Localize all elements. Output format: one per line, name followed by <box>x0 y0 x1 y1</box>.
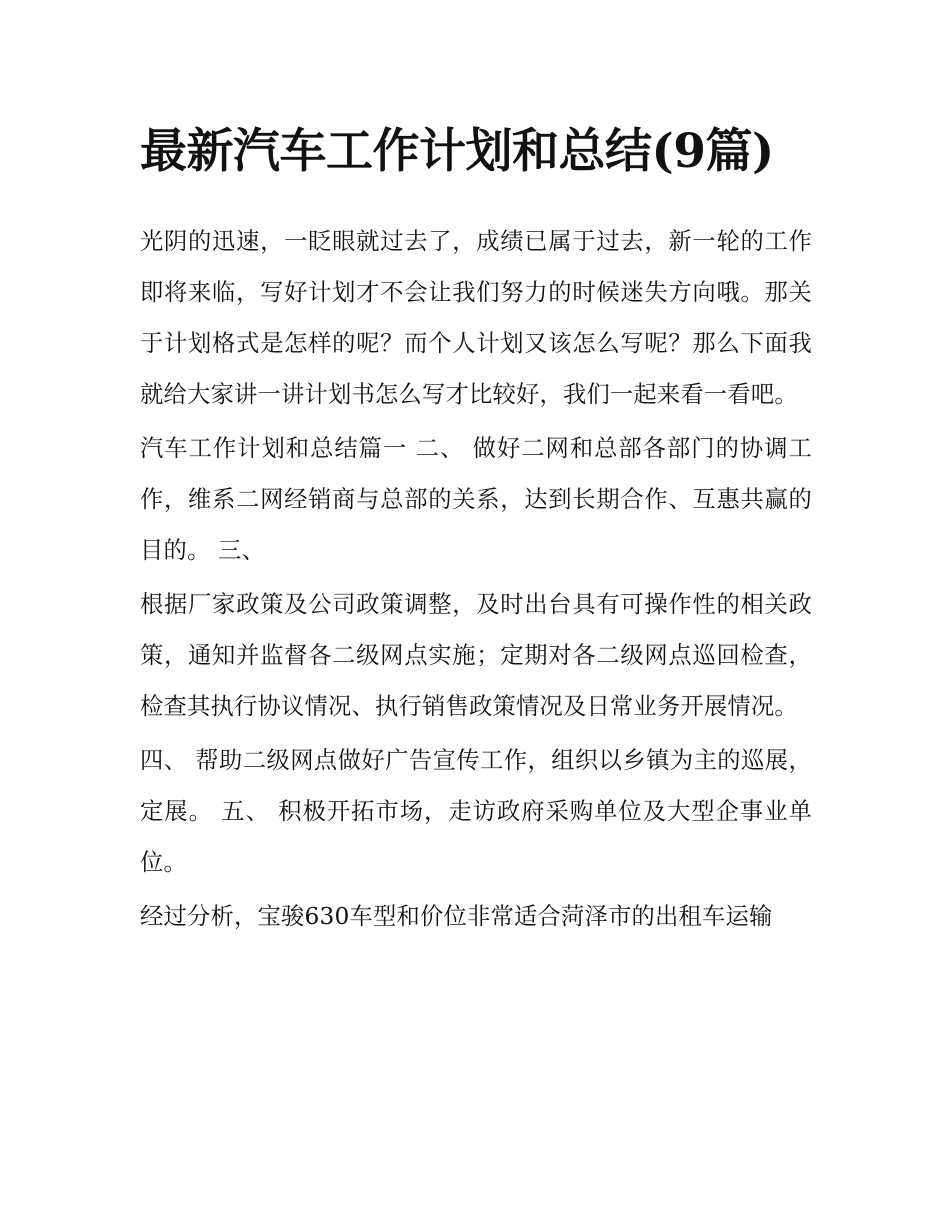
paragraph-section-one: 汽车工作计划和总结篇一 二、 做好二网和总部各部门的协调工作，维系二网经销商与总部的关系，达到长期合作、互惠共赢的目的。 三、 <box>140 435 812 564</box>
paragraph-intro: 光阴的迅速，一眨眼就过去了，成绩已属于过去，新一轮的工作即将来临，写好计划才不会让我们努力的时候迷失方向哦。那关于计划格式是怎样的呢？而个人计划又该怎么写呢？那么下面我就给大家讲一讲计划书怎么写才比较好，我们一起来看一看吧。 <box>140 228 812 408</box>
paragraph-policy: 根据厂家政策及公司政策调整，及时出台具有可操作性的相关政策，通知并监督各二级网点实施；定期对各二级网点巡回检查，检查其执行协议情况、执行销售政策情况及日常业务开展情况。 <box>140 591 812 720</box>
document-page <box>140 112 812 945</box>
document-title: 最新汽车工作计划和总结(9篇) <box>140 124 774 179</box>
paragraph-advertising: 四、 帮助二级网点做好广告宣传工作，组织以乡镇为主的巡展，定展。 五、 积极开拓市场，走访政府采购单位及大型企事业单位。 <box>140 747 812 876</box>
paragraph-analysis: 经过分析，宝骏630车型和价位非常适合菏泽市的出租车运输 <box>140 903 773 930</box>
